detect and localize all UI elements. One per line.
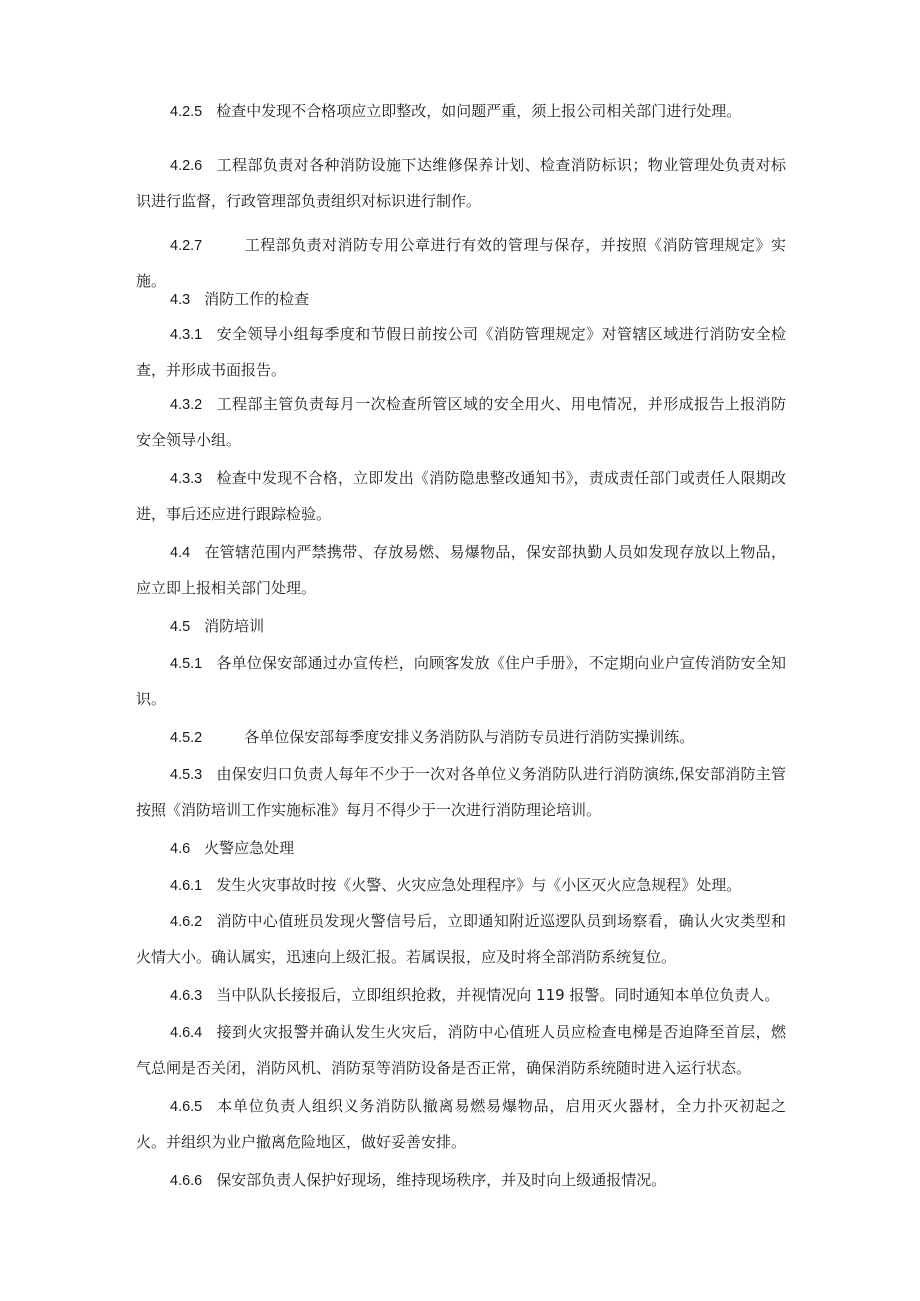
paragraph-text: 由保安归口负责人每年不少于一次对各单位义务消防队进行消防演练,保安部消防主管按照《消防培训工作实施标准》每月不得少于一次进行消防理论培训。 [136,765,786,819]
paragraph-4-3-3 [136,461,786,532]
paragraph-4-5-2 [136,720,786,756]
paragraph-text: 安全领导小组每季度和节假日前按公司《消防管理规定》对管辖区域进行消防安全检查，并形成书面报告。 [136,325,786,379]
section-heading: 消防工作的检查 [204,290,310,308]
paragraph-text: 工程部主管负责每月一次检查所管区域的安全用火、用电情况，并形成报告上报消防安全领导小组。 [136,395,786,449]
section-number: 4.2.7 [170,238,203,254]
paragraph-text: 在管辖范围内严禁携带、存放易燃、易爆物品，保安部执勤人员如发现存放以上物品，应立即上报相关部门处理。 [136,543,786,597]
section-number: 4.5 [170,619,191,635]
section-number: 4.6.5 [170,1099,203,1115]
paragraph-4-6-4 [136,1015,786,1086]
section-number: 4.3.3 [170,471,203,487]
section-number: 4.5.3 [170,767,203,783]
paragraph-4-6-2 [136,904,786,975]
section-number: 4.2.5 [170,104,203,120]
paragraph-text: 当中队队长接报后，立即组织抢救，并视情况向 119 报警。同时通知本单位负责人。 [216,986,780,1004]
paragraph-text: 检查中发现不合格项应立即整改，如问题严重，须上报公司相关部门进行处理。 [216,102,742,120]
paragraph-4-2-5 [136,94,786,130]
paragraph-text: 消防中心值班员发现火警信号后，立即通知附近巡逻队员到场察看，确认火灾类型和火情大小。确认属实，迅速向上级汇报。若属误报，应及时将全部消防系统复位。 [136,912,786,966]
paragraph-4-5-1 [136,646,786,717]
section-heading: 消防培训 [204,617,265,635]
section-heading: 火警应急处理 [204,839,295,857]
section-number: 4.5.2 [170,730,203,746]
paragraph-text: 本单位负责人组织义务消防队撤离易燃易爆物品，启用灭火器材，全力扑灭初起之火。并组织为业户撤离危险地区，做好妥善安排。 [136,1097,786,1151]
paragraph-4-3-1 [136,317,786,388]
heading-4-5 [136,609,786,645]
paragraph-4-2-6 [136,148,786,219]
heading-4-3 [136,282,786,318]
paragraph-text: 保安部负责人保护好现场，维持现场秩序，并及时向上级通报情况。 [216,1171,667,1189]
paragraph-4-4 [136,535,786,606]
paragraph-4-6-6 [136,1163,786,1199]
paragraph-text: 发生火灾事故时按《火警、火灾应急处理程序》与《小区灭火应急规程》处理。 [216,876,742,894]
paragraph-4-5-3 [136,757,786,828]
section-number: 4.5.1 [170,656,203,672]
section-number: 4.6 [170,841,191,857]
section-number: 4.2.6 [170,158,203,174]
paragraph-4-6-1 [136,868,786,904]
paragraph-text: 各单位保安部每季度安排义务消防队与消防专员进行消防实操训练。 [244,728,695,746]
paragraph-4-3-2 [136,387,786,458]
paragraph-text: 工程部负责对消防专用公章进行有效的管理与保存，并按照《消防管理规定》实施。 [136,236,786,290]
paragraph-text: 接到火灾报警并确认发生火灾后，消防中心值班人员应检查电梯是否迫降至首层，燃气总闸是否关闭，消防风机、消防泵等消防设备是否正常，确保消防系统随时进入运行状态。 [136,1023,786,1077]
paragraph-4-6-3 [136,978,786,1014]
paragraph-text: 各单位保安部通过办宣传栏，向顾客发放《住户手册》，不定期向业户宣传消防安全知识。 [136,654,786,708]
section-number: 4.3 [170,292,191,308]
section-number: 4.6.3 [170,988,203,1004]
paragraph-text: 检查中发现不合格，立即发出《消防隐患整改通知书》，责成责任部门或责任人限期改进，事后还应进行跟踪检验。 [136,469,786,523]
section-number: 4.3.2 [170,397,203,413]
paragraph-text: 工程部负责对各种消防设施下达维修保养计划、检查消防标识；物业管理处负责对标识进行监督，行政管理部负责组织对标识进行制作。 [136,156,786,210]
section-number: 4.6.6 [170,1173,203,1189]
heading-4-6 [136,831,786,867]
section-number: 4.3.1 [170,327,203,343]
paragraph-4-6-5 [136,1089,786,1160]
section-number: 4.6.4 [170,1025,203,1041]
section-number: 4.6.1 [170,878,203,894]
section-number: 4.4 [170,545,191,561]
section-number: 4.6.2 [170,914,203,930]
